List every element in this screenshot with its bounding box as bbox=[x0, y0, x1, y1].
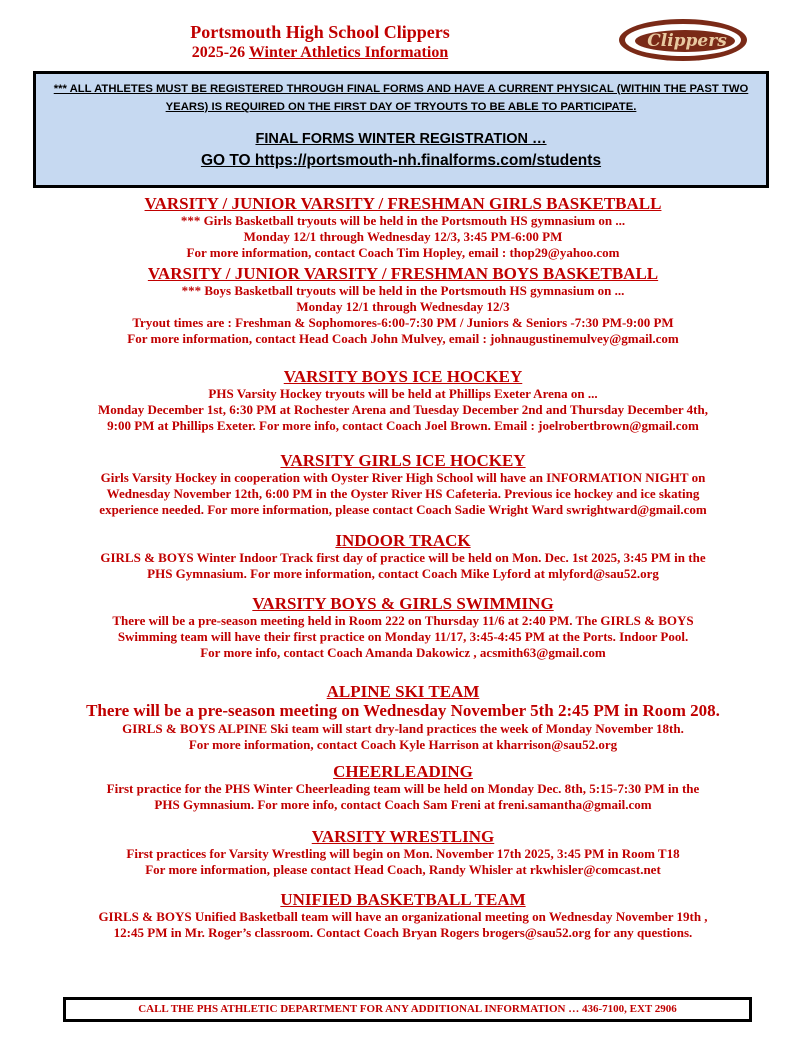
section-line: Wednesday November 12th, 6:00 PM in the Oyster River HS Cafeteria. Previous ice hockey and ice skating bbox=[106, 486, 700, 501]
section-swimming bbox=[0, 595, 806, 683]
section-title: UNIFIED BASKETBALL TEAM bbox=[280, 890, 526, 909]
section-line: For more information, contact Coach Tim Hopley, email : thop29@yahoo.com bbox=[186, 245, 620, 260]
section-wrestling bbox=[0, 828, 806, 891]
section-line: Monday 12/1 through Wednesday 12/3 bbox=[296, 299, 510, 314]
season-title bbox=[0, 43, 640, 63]
final-forms-heading: FINAL FORMS WINTER REGISTRATION … bbox=[255, 131, 547, 147]
section-line: There will be a pre-season meeting held in Room 222 on Thursday 11/6 at 2:40 PM. The GIRLS & BOYS bbox=[112, 613, 694, 628]
section-line: Swimming team will have their first practice on Monday 11/17, 3:45-4:45 PM at the Ports. Indoor Pool. bbox=[117, 629, 689, 644]
section-line: PHS Gymnasium. For more info, contact Coach Sam Freni at freni.samantha@gmail.com bbox=[154, 797, 652, 812]
section-unified-basketball bbox=[0, 891, 806, 946]
section-highlight-line: There will be a pre-season meeting on Wednesday November 5th 2:45 PM in Room 208. bbox=[86, 701, 720, 720]
page-header bbox=[0, 22, 640, 63]
section-line: PHS Gymnasium. For more information, contact Coach Mike Lyford at mlyford@sau52.org bbox=[147, 566, 659, 581]
section-line: GIRLS & BOYS Unified Basketball team will have an organizational meeting on Wednesday November 19th , bbox=[98, 909, 708, 924]
section-line: 9:00 PM at Phillips Exeter. For more info, contact Coach Joel Brown. Email : joelrobertbrown@gmail.com bbox=[107, 418, 699, 433]
final-forms-link[interactable]: GO TO https://portsmouth-nh.finalforms.com/students bbox=[200, 152, 602, 169]
section-line: Monday December 1st, 6:30 PM at Rochester Arena and Tuesday December 2nd and Thursday December 4th, bbox=[98, 402, 708, 417]
section-title: VARSITY BOYS ICE HOCKEY bbox=[283, 367, 523, 386]
section-title: VARSITY WRESTLING bbox=[311, 827, 495, 846]
section-girls-basketball bbox=[0, 195, 806, 265]
section-line: Tryout times are : Freshman & Sophomores-6:00-7:30 PM / Juniors & Seniors -7:30 PM-9:00 PM bbox=[132, 315, 674, 330]
section-line: Monday 12/1 through Wednesday 12/3, 3:45 PM-6:00 PM bbox=[243, 229, 563, 244]
season-title-text: Winter Athletics Information bbox=[248, 44, 449, 61]
section-line: For more information, please contact Head Coach, Randy Whisler at rkwhisler@comcast.net bbox=[145, 862, 661, 877]
section-title: ALPINE SKI TEAM bbox=[326, 682, 480, 701]
section-line: For more info, contact Coach Amanda Dakowicz , acsmith63@gmail.com bbox=[200, 645, 606, 660]
section-line: GIRLS & BOYS ALPINE Ski team will start dry-land practices the week of Monday November 18th. bbox=[122, 721, 684, 736]
section-line: *** Girls Basketball tryouts will be held in the Portsmouth HS gymnasium on ... bbox=[180, 213, 626, 228]
logo-text: Clippers bbox=[647, 31, 727, 51]
section-line: Girls Varsity Hockey in cooperation with Oyster River High School will have an INFORMATION NIGHT on bbox=[100, 470, 706, 485]
section-title: VARSITY GIRLS ICE HOCKEY bbox=[280, 451, 526, 470]
clippers-logo bbox=[617, 18, 749, 62]
athletic-department-footer: CALL THE PHS ATHLETIC DEPARTMENT FOR ANY ADDITIONAL INFORMATION … 436-7100, EXT 2906 bbox=[63, 997, 752, 1022]
section-line: 12:45 PM in Mr. Roger’s classroom. Contact Coach Bryan Rogers brogers@sau52.org for any questions. bbox=[113, 925, 693, 940]
physical-requirement: *** ALL ATHLETES MUST BE REGISTERED THROUGH FINAL FORMS AND HAVE A CURRENT PHYSICAL (WITHIN THE PAST TWO YEARS) IS REQUIRED ON THE FIRST DAY OF TRYOUTS TO BE ABLE TO PARTICIPATE. bbox=[53, 83, 749, 113]
school-title: Portsmouth High School Clippers bbox=[190, 22, 450, 42]
section-line: First practice for the PHS Winter Cheerleading team will be held on Monday Dec. 8th, 5:15-7:30 PM in the bbox=[106, 781, 700, 796]
registration-notice bbox=[33, 71, 769, 188]
section-indoor-track bbox=[0, 532, 806, 595]
section-girls-ice-hockey bbox=[0, 452, 806, 532]
section-boys-ice-hockey bbox=[0, 368, 806, 452]
season-year: 2025-26 bbox=[191, 44, 246, 61]
section-line: experience needed. For more information, please contact Coach Sadie Wright Ward swrightward@gmail.com bbox=[99, 502, 707, 517]
section-line: For more information, contact Coach Kyle Harrison at kharrison@sau52.org bbox=[188, 737, 618, 752]
section-line: First practices for Varsity Wrestling will begin on Mon. November 17th 2025, 3:45 PM in Room T18 bbox=[126, 846, 680, 861]
section-title: VARSITY / JUNIOR VARSITY / FRESHMAN BOYS BASKETBALL bbox=[147, 264, 659, 283]
section-boys-basketball bbox=[0, 265, 806, 368]
section-title: CHEERLEADING bbox=[333, 762, 473, 781]
section-line: GIRLS & BOYS Winter Indoor Track first day of practice will be held on Mon. Dec. 1st 2025, 3:45 PM in the bbox=[100, 550, 706, 565]
section-line: *** Boys Basketball tryouts will be held in the Portsmouth HS gymnasium on ... bbox=[181, 283, 625, 298]
sports-list bbox=[0, 195, 806, 946]
section-title: VARSITY BOYS & GIRLS SWIMMING bbox=[252, 594, 554, 613]
section-title: VARSITY / JUNIOR VARSITY / FRESHMAN GIRLS BASKETBALL bbox=[144, 194, 662, 213]
section-line: For more information, contact Head Coach John Mulvey, email : johnaugustinemulvey@gmail.com bbox=[127, 331, 679, 346]
section-alpine-ski bbox=[0, 683, 806, 763]
section-title: INDOOR TRACK bbox=[335, 531, 471, 550]
section-cheerleading bbox=[0, 763, 806, 828]
section-line: PHS Varsity Hockey tryouts will be held at Phillips Exeter Arena on ... bbox=[208, 386, 598, 401]
